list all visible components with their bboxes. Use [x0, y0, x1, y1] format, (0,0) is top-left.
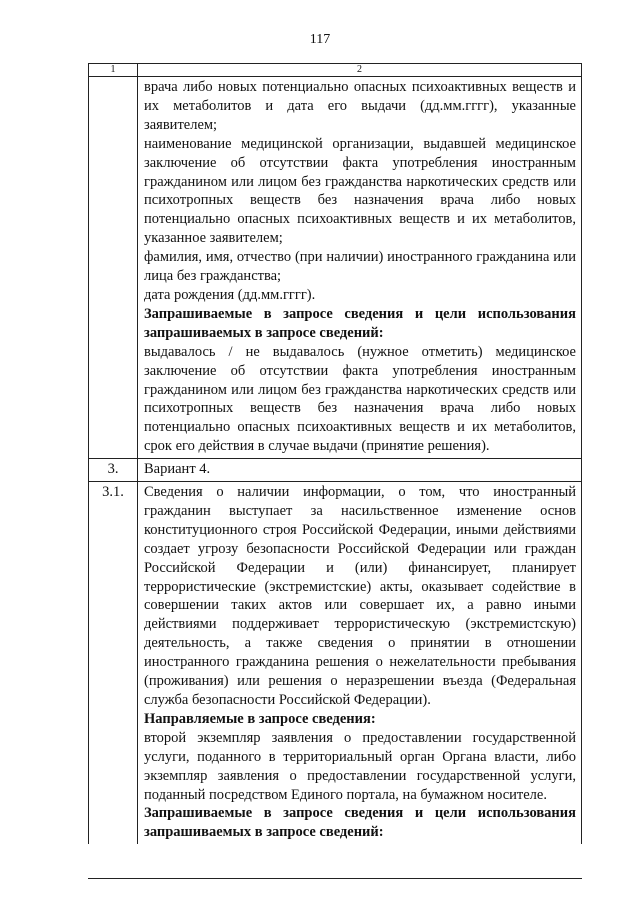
table-header-row [89, 64, 582, 77]
regulation-table [88, 63, 582, 844]
table-row [89, 482, 582, 845]
row-number: 3. [89, 459, 138, 482]
row-content [138, 459, 582, 482]
header-col-1: 1 [89, 64, 138, 77]
header-col-2: 2 [138, 64, 582, 77]
paragraph: выдавалось / не выдавалось (нужное отметить) медицинское заключение об отсутствии факта употребления иностранным гражданином или лицом без гражданства наркотических средств или психотропных веществ без назначения врача либо новых потенциально опасных психоактивных веществ и их метаболитов, срок его действия в случае выдачи (принятие решения). [144, 343, 576, 455]
paragraph: наименование медицинской организации, выдавшей медицинское заключение об отсутствии факта употребления иностранным гражданином или лицом без гражданства наркотических средств или психотропных веществ без назначения врача либо новых потенциально опасных психоактивных веществ и их метаболитов, указанное заявителем; [144, 135, 576, 247]
row-content [138, 482, 582, 845]
paragraph: Вариант 4. [144, 461, 211, 478]
section-heading: Запрашиваемые в запросе сведения и цели использования запрашиваемых в запросе сведений: [144, 805, 576, 841]
table-row [89, 459, 582, 482]
table-row [89, 77, 582, 459]
paragraph: дата рождения (дд.мм.гггг). [144, 286, 316, 303]
section-heading: Запрашиваемые в запросе сведения и цели использования запрашиваемых в запросе сведений: [144, 305, 576, 341]
paragraph: врача либо новых потенциально опасных психоактивных веществ и их метаболитов и дата его выдачи (дд.мм.гггг), указанные заявителем; [144, 79, 576, 133]
section-heading: Направляемые в запросе сведения: [144, 710, 376, 727]
page-number: 117 [309, 32, 331, 47]
paragraph: фамилия, имя, отчество (при наличии) иностранного гражданина или лица без гражданства; [144, 249, 576, 285]
row-number: 3.1. [89, 482, 138, 845]
row-content [138, 77, 582, 459]
row-number [89, 77, 138, 459]
table-bottom-rule [88, 878, 582, 879]
paragraph: Сведения о наличии информации, о том, что иностранный гражданин выступает за насильственное изменение основ конституционного строя Российской Федерации, иными действиями создает угрозу безопасности Российской Федерации или граждан Российской Федерации и (или) финансирует, планирует террористические (экстремистские) акты, оказывает содействие в совершении таких актов или совершает их, а равно иными действиями поддерживает террористическую (экстремистскую) деятельность, а также сведения о принятии в отношении иностранного гражданина решения о нежелательности пребывания (проживания) или решения о неразрешении въезда (Федеральная служба безопасности Российской Федерации). [144, 484, 576, 708]
paragraph: второй экземпляр заявления о предоставлении государственной услуги, поданного в территориальный орган Органа власти, либо экземпляр заявления о предоставлении государственной услуги, поданный посредством Единого портала, на бумажном носителе. [144, 729, 576, 803]
